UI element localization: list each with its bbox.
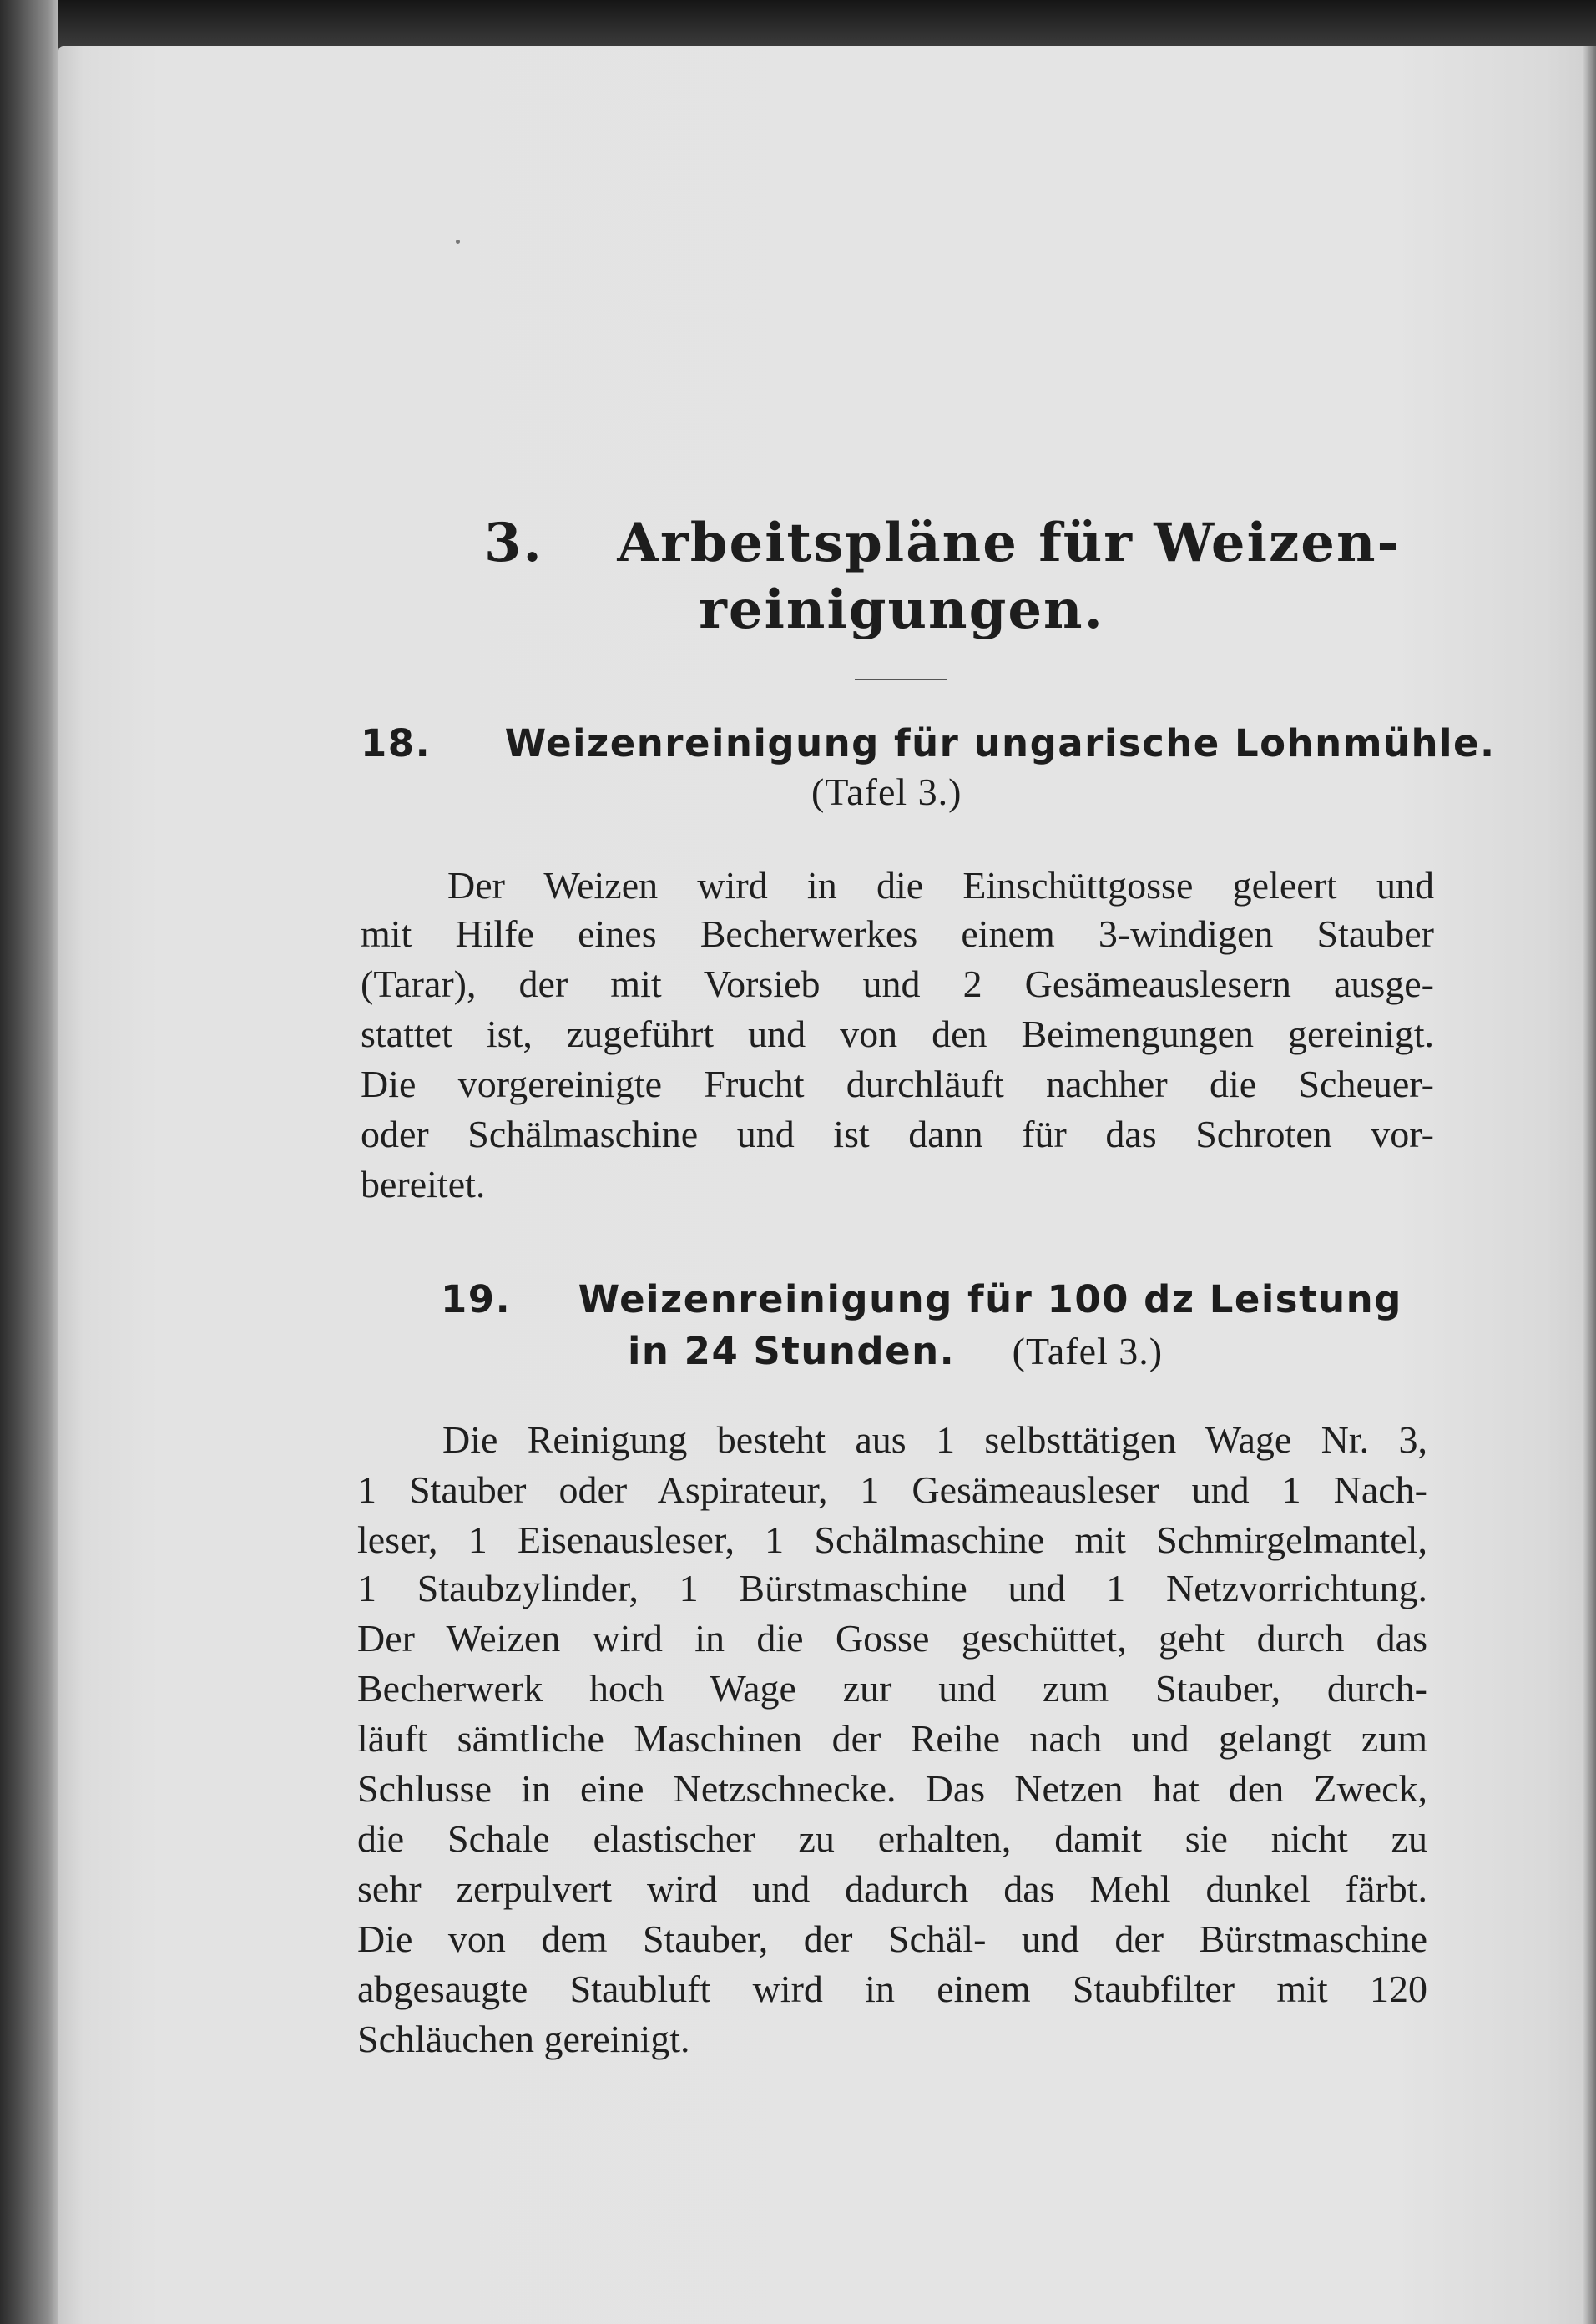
section-19-line-11: Die von dem Stauber, der Schäl- und der Bürstmaschine [357,1917,1427,1960]
section-19-line-1: Die Reinigung besteht aus 1 selbsttätigen Wage Nr. 3, [442,1418,1427,1461]
section-divider [855,679,947,680]
section-19-line-13: Schläuchen gereinigt. [357,2018,690,2060]
section-19-number: 19. [441,1277,512,1321]
section-19-title-line2: in 24 Stunden. [628,1329,956,1373]
section-18-line-1: Der Weizen wird in die Einschüttgosse geleert und [447,864,1434,907]
section-19-line-12: abgesaugte Staubluft wird in einem Staubfilter mit 120 [357,1968,1427,2010]
section-19-line-9: die Schale elastischer zu erhalten, damit sie nicht zu [357,1817,1427,1860]
chapter-title-text: Arbeitspläne für Weizen- [617,512,1402,574]
section-18-title: Weizenreinigung für ungarische Lohnmühle. [504,721,1496,765]
section-19-heading-line2 [628,1329,1163,1373]
section-19-line-3: leser, 1 Eisenausleser, 1 Schälmaschine mit Schmirgelmantel, [357,1518,1427,1561]
section-18-line-6: oder Schälmaschine und ist dann für das Schroten vor- [361,1113,1434,1155]
section-19-line-2: 1 Stauber oder Aspirateur, 1 Gesämeausleser und 1 Nach- [357,1468,1427,1511]
section-19-line-10: sehr zerpulvert wird und dadurch das Mehl dunkel färbt. [357,1867,1427,1910]
chapter-title-line1 [484,508,1402,579]
section-18-line-2: mit Hilfe eines Becherwerkes einem 3-windigen Stauber [361,912,1434,955]
section-18-line-3: (Tarar), der mit Vorsieb und 2 Gesämeauslesern ausge- [361,962,1434,1005]
paper-speck [456,240,460,244]
section-18-heading [361,721,1496,765]
section-19-heading-line1 [441,1277,1402,1321]
section-18-number: 18. [361,721,432,765]
section-18-tafel: (Tafel 3.) [811,770,962,813]
section-18-line-4: stattet ist, zugeführt und von den Beimengungen gereinigt. [361,1013,1434,1055]
section-18-line-7: bereitet. [361,1163,486,1205]
section-19-tafel: (Tafel 3.) [1012,1330,1164,1372]
section-19-line-4: 1 Staubzylinder, 1 Bürstmaschine und 1 Netzvorrichtung. [357,1567,1427,1609]
section-19-line-6: Becherwerk hoch Wage zur und zum Stauber, durch- [357,1667,1427,1710]
section-18-line-5: Die vorgereinigte Frucht durchläuft nachher die Scheuer- [361,1063,1434,1105]
chapter-title-line2: reinigungen. [699,578,1104,641]
book-binding [0,0,58,2324]
section-19-line-5: Der Weizen wird in die Gosse geschüttet, geht durch das [357,1617,1427,1660]
page-edge-shadow [1583,46,1596,2324]
section-19-title-line1: Weizenreinigung für 100 dz Leistung [578,1277,1402,1321]
section-19-line-7: läuft sämtliche Maschinen der Reihe nach und gelangt zum [357,1717,1427,1760]
section-19-line-8: Schlusse in eine Netzschnecke. Das Netzen hat den Zweck, [357,1767,1427,1810]
chapter-number: 3. [484,512,543,574]
